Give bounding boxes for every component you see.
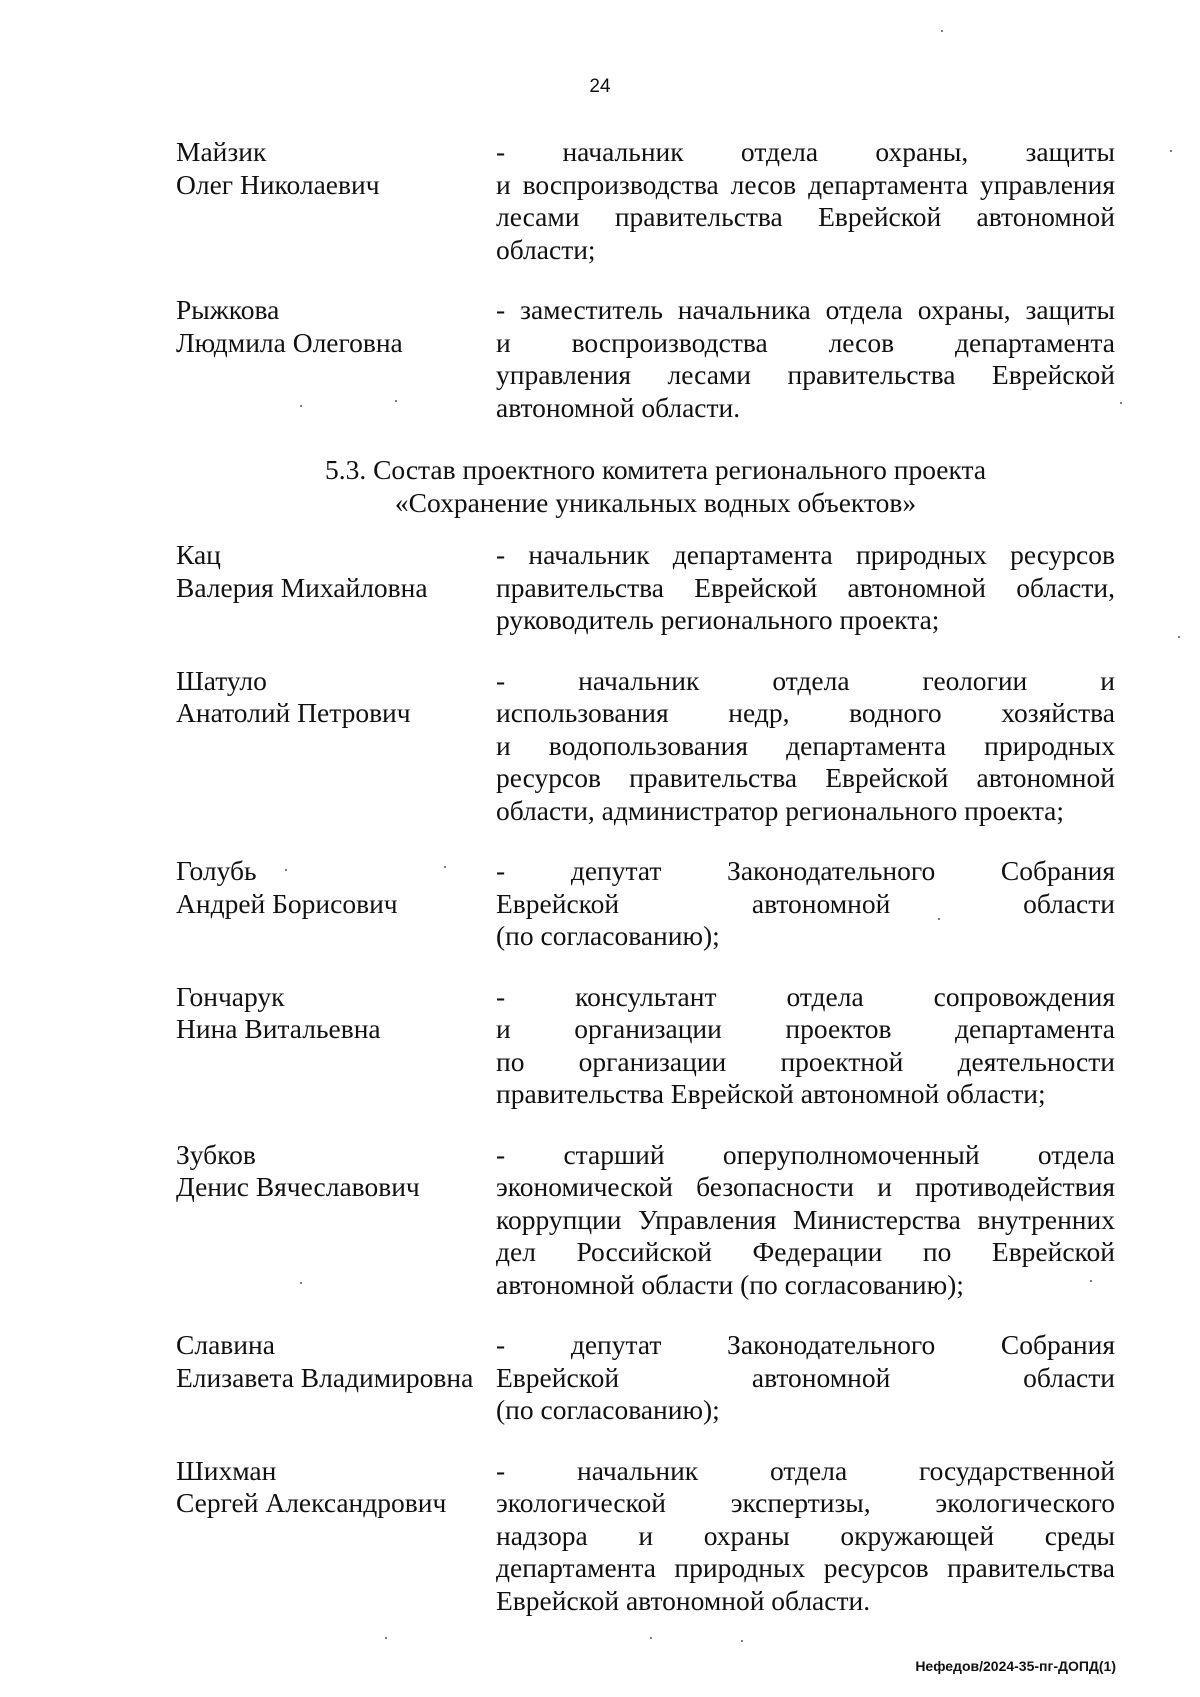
- scan-speck: [1170, 150, 1172, 152]
- member-name: [176, 136, 496, 266]
- scan-speck: [300, 1282, 302, 1284]
- section-title-line-1: 5.3. Состав проектного комитета регионального проекта: [324, 454, 987, 485]
- scan-speck: [941, 30, 943, 32]
- member-role: [496, 855, 1115, 953]
- member-name: [176, 294, 496, 424]
- member-surname: Шатуло: [176, 664, 267, 696]
- member-role: [496, 665, 1115, 828]
- member-name: [176, 981, 496, 1111]
- member-role-line: надзора и охраны окружающей среды: [496, 1519, 1115, 1551]
- member-role-line: коррупции Управления Министерства внутренних: [496, 1203, 1115, 1235]
- member-given-names: Нина Витальевна: [176, 1013, 381, 1044]
- member-given-names: Валерия Михайловна: [176, 571, 428, 603]
- member-entry: [176, 539, 1115, 637]
- scan-speck: [385, 1637, 387, 1639]
- scan-speck: [444, 866, 446, 868]
- member-surname: Шихман: [176, 1454, 277, 1486]
- member-role-line: - начальник отдела охраны, защиты: [496, 136, 1115, 167]
- member-role-line: - заместитель начальника отдела охраны, защиты: [496, 294, 1115, 325]
- member-role-line: дел Российской Федерации по Еврейской: [496, 1236, 1115, 1267]
- member-entry: [176, 136, 1115, 266]
- member-role-line: - консультант отдела сопровождения: [496, 980, 1115, 1012]
- member-role-line: и воспроизводства лесов департамента управления: [496, 168, 1115, 200]
- scan-speck: [300, 405, 302, 407]
- member-role-line: - начальник отдела геологии и: [496, 664, 1115, 696]
- member-given-names: Денис Вячеславович: [176, 1171, 420, 1202]
- member-surname: Майзик: [176, 136, 267, 167]
- member-given-names: Андрей Борисович: [176, 887, 398, 919]
- member-role: [496, 1329, 1115, 1427]
- member-surname: Гончарук: [176, 980, 285, 1012]
- document-body: [176, 136, 1115, 1617]
- member-role-line: - старший оперуполномоченный отдела: [496, 1138, 1115, 1170]
- member-role-line: лесами правительства Еврейской автономной: [496, 201, 1115, 232]
- member-role-line: - начальник отдела государственной: [496, 1454, 1115, 1486]
- member-role-line: - депутат Законодательного Собрания: [496, 855, 1115, 886]
- committee-members-list: [176, 539, 1115, 1617]
- member-role: [496, 1455, 1115, 1618]
- member-role-line: руководитель регионального проекта;: [496, 604, 940, 635]
- member-role-line: и организации проектов департамента: [496, 1013, 1115, 1044]
- member-role: [496, 136, 1115, 266]
- section-title-line-2: «Сохранение уникальных водных объектов»: [394, 486, 917, 518]
- member-role-line: правительства Еврейской автономной области,: [496, 571, 1115, 603]
- member-entry: [176, 294, 1115, 424]
- scan-speck: [938, 918, 940, 920]
- section-title: [176, 454, 1115, 519]
- member-name: [176, 1139, 496, 1302]
- scan-speck: [395, 400, 397, 402]
- member-role: [496, 539, 1115, 637]
- scan-speck: [285, 869, 287, 871]
- member-surname: Славина: [176, 1329, 275, 1360]
- member-name: [176, 1329, 496, 1427]
- member-role-line: департамента природных ресурсов правительства: [496, 1552, 1115, 1583]
- member-role-line: (по согласованию);: [496, 920, 720, 951]
- member-surname: Рыжкова: [176, 294, 280, 325]
- member-given-names: Сергей Александрович: [176, 1487, 447, 1518]
- member-surname: Голубь: [176, 855, 257, 886]
- member-role-line: (по согласованию);: [496, 1394, 720, 1425]
- member-role: [496, 1139, 1115, 1302]
- scan-speck: [1090, 1280, 1092, 1282]
- scan-speck: [1120, 402, 1122, 404]
- member-role-line: Еврейской автономной области: [496, 1361, 1115, 1393]
- member-role-line: - начальник департамента природных ресурсов: [496, 539, 1115, 570]
- member-role-line: - депутат Законодательного Собрания: [496, 1329, 1115, 1360]
- member-name: [176, 855, 496, 953]
- footer-document-code: Нефедов/2024-35-пг-ДОПД(1): [915, 1658, 1116, 1674]
- member-role-line: автономной области.: [496, 391, 741, 423]
- member-role-line: Еврейской автономной области.: [496, 1584, 871, 1616]
- member-role-line: экономической безопасности и противодействия: [496, 1171, 1115, 1202]
- member-role-line: и водопользования департамента природных: [496, 729, 1115, 761]
- member-role-line: и воспроизводства лесов департамента: [496, 326, 1115, 358]
- member-entry: [176, 1455, 1115, 1618]
- member-given-names: Олег Николаевич: [176, 168, 380, 200]
- member-surname: Кац: [176, 539, 221, 570]
- member-surname: Зубков: [176, 1138, 256, 1170]
- member-role-line: области;: [496, 233, 596, 265]
- member-name: [176, 665, 496, 828]
- member-given-names: Людмила Олеговна: [176, 326, 403, 358]
- member-role-line: Еврейской автономной области: [496, 887, 1115, 919]
- member-role-line: автономной области (по согласованию);: [496, 1268, 964, 1300]
- scan-speck: [1178, 636, 1180, 638]
- member-entry: [176, 665, 1115, 828]
- member-entry: [176, 855, 1115, 953]
- member-entry: [176, 1139, 1115, 1302]
- member-role: [496, 294, 1115, 424]
- scan-speck: [650, 1637, 652, 1639]
- top-entries-list: [176, 136, 1115, 424]
- member-role-line: правительства Еврейской автономной области;: [496, 1078, 1046, 1109]
- member-role-line: по организации проектной деятельности: [496, 1045, 1115, 1077]
- member-name: [176, 1455, 496, 1618]
- member-role-line: управления лесами правительства Еврейской: [496, 359, 1115, 390]
- member-entry: [176, 1329, 1115, 1427]
- member-role-line: экологической экспертизы, экологического: [496, 1487, 1115, 1518]
- member-role-line: использования недр, водного хозяйства: [496, 697, 1115, 728]
- member-role-line: ресурсов правительства Еврейской автономной: [496, 762, 1115, 793]
- member-entry: [176, 981, 1115, 1111]
- member-given-names: Елизавета Владимировна: [176, 1361, 474, 1393]
- page-number: 24: [589, 76, 611, 97]
- scan-speck: [741, 1640, 743, 1642]
- member-role-line: области, администратор регионального проекта;: [496, 794, 1065, 826]
- member-name: [176, 539, 496, 637]
- member-role: [496, 981, 1115, 1111]
- member-given-names: Анатолий Петрович: [176, 697, 411, 728]
